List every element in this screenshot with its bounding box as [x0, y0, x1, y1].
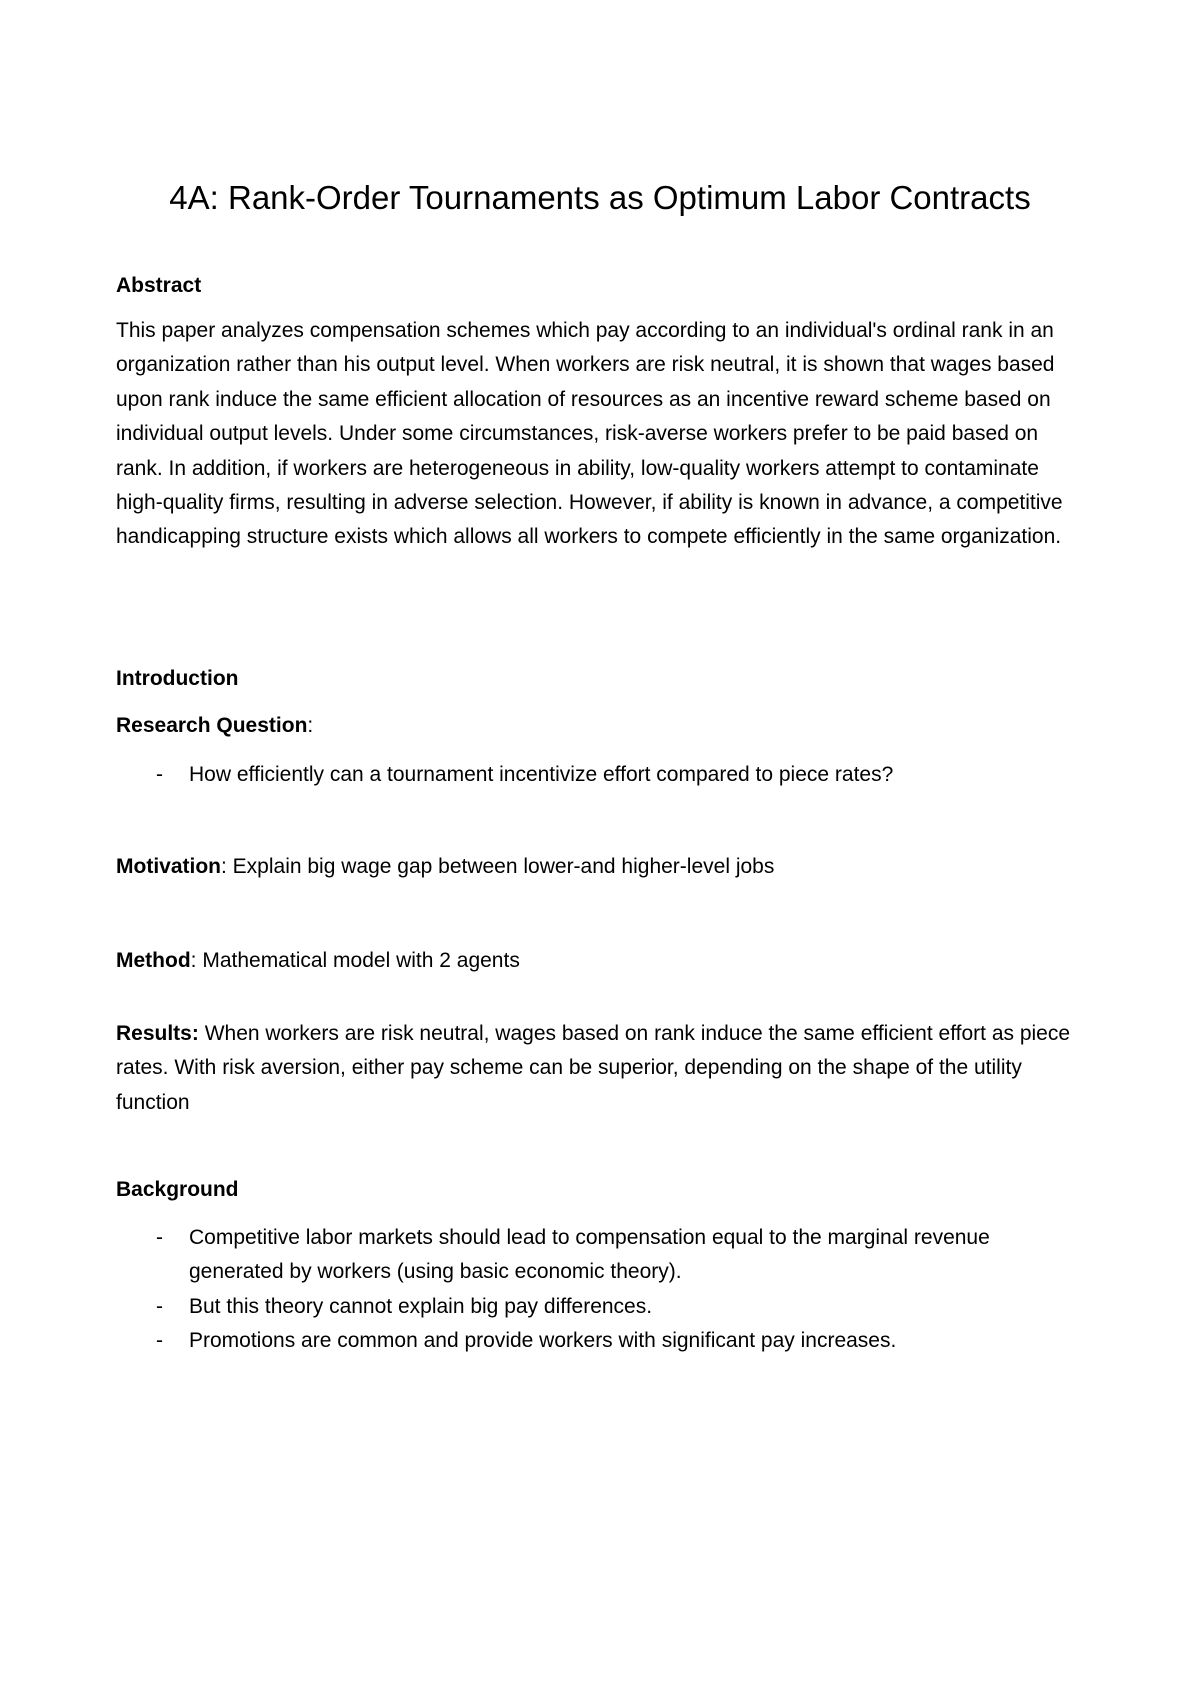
method-text: : Mathematical model with 2 agents — [190, 949, 520, 972]
bullet-dash: - — [156, 1329, 163, 1353]
bullet-dash: - — [156, 1226, 163, 1249]
abstract-text: This paper analyzes compensation schemes which pay according to an individual's ordinal rank in an organization rather than his output level. When workers are risk neutral, it is shown that wages based upon rank induce the same efficient allocation of resources as an incentive reward scheme based on individual output levels. Under some circumstances, risk-averse workers prefer to be paid based on rank. In addition, if workers are heterogeneous in ability, low-quality workers attempt to contaminate high-quality firms, resulting in adverse selection. However, if ability is known in advance, a competitive handicapping structure exists which allows all workers to compete efficiently in the same organization. — [116, 319, 1063, 549]
list-item — [116, 1324, 1084, 1358]
background-item-text: Promotions are common and provide workers with significant pay increases. — [189, 1329, 897, 1353]
results-text: When workers are risk neutral, wages based on rank induce the same efficient effort as piece rates. With risk aversion, either pay scheme can be superior, depending on the shape of the utility function — [116, 1022, 1071, 1114]
bullet-dash: - — [156, 763, 163, 786]
bullet-dash: - — [156, 1294, 163, 1318]
background-heading: Background — [116, 1178, 239, 1201]
list-item — [116, 1290, 1084, 1324]
background-list — [116, 1221, 1084, 1359]
research-question-label: Research Question — [116, 714, 308, 737]
research-question-line — [116, 709, 1084, 743]
motivation-label: Motivation — [116, 855, 221, 878]
method-label: Method — [116, 949, 191, 972]
results-label: Results: — [116, 1022, 199, 1045]
research-question-colon: : — [307, 714, 314, 737]
abstract-heading: Abstract — [116, 274, 202, 297]
background-item-text: Competitive labor markets should lead to compensation equal to the marginal revenue generated by workers (using basic economic theory). — [189, 1226, 990, 1284]
research-question-text: How efficiently can a tournament incentivize effort compared to piece rates? — [189, 763, 894, 786]
introduction-heading: Introduction — [116, 667, 239, 690]
background-item-text: But this theory cannot explain big pay differences. — [189, 1294, 653, 1318]
list-item — [116, 758, 1084, 792]
method-line — [116, 944, 1084, 978]
research-question-list — [116, 758, 1084, 792]
motivation-line — [116, 850, 1084, 884]
motivation-text: : Explain big wage gap between lower-and higher-level jobs — [221, 855, 775, 878]
results-paragraph — [116, 1017, 1084, 1120]
document-title: 4A: Rank-Order Tournaments as Optimum Labor Contracts — [169, 179, 1031, 216]
list-item — [116, 1221, 1084, 1290]
